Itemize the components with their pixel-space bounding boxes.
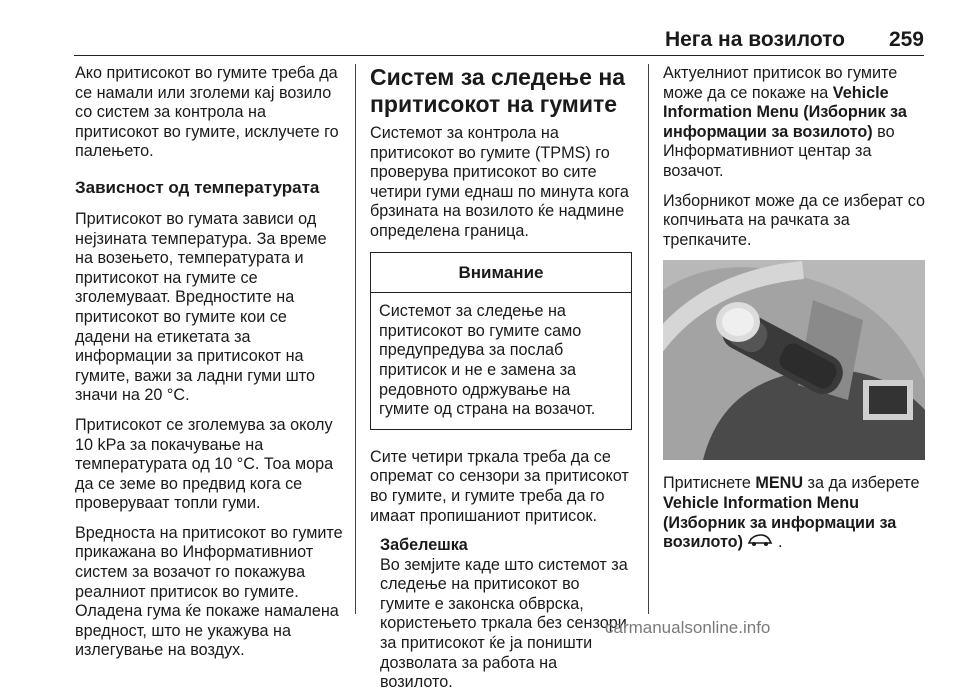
vehicle-info-menu-label-2: Vehicle Information Menu (Изборник за информации за возилото) (663, 493, 897, 552)
column-3 (663, 64, 929, 563)
column-2 (370, 64, 632, 693)
vehicle-info-menu-label: Vehicle Information Menu (Изборник за информации за возилото) (663, 83, 907, 141)
press-text-b: за да изберете (803, 474, 920, 493)
info-menu-text-a: Актуелниот притисок во гумите може да се покаже на (663, 64, 898, 102)
warning-box (370, 252, 632, 430)
info-menu-text-b: во Информативниот центар за возачот. (663, 122, 895, 180)
watermark: carmanualsonline.info (605, 618, 771, 637)
temperature-paragraph-1: Притисокот во гумата зависи од нејзината температура. За време на возењето, температурата и притисокот на гумите се зголемуваат. Вредностите на притисокот во гумите кои се дадени на етикетата за информации за притисокот на гумите, важи за ладни гуми што значи на 20 °C. (75, 209, 327, 405)
note-title: Забелешка (380, 536, 468, 555)
page-number: 259 (888, 28, 924, 51)
header-title: Нега на возилото (664, 28, 845, 51)
temperature-paragraph-3: Вредноста на притисокот во гумите прикажана во Информативниот систем за возачот го покажува реалниот притисок во гумите. Оладена гума ќе покаже намалена вредност, што не укажува на излегување на воздух. (75, 523, 343, 660)
press-text-a: Притиснете (663, 474, 756, 493)
tpms-heading: Систем за следење на притисокот на гумите (370, 64, 625, 117)
header-rule (74, 55, 924, 56)
column-divider-1 (355, 64, 356, 614)
column-divider-2 (648, 64, 649, 614)
menu-select-paragraph: Изборникот може да се изберат со копчињата на рачката за трепкачите. (663, 191, 925, 249)
page-header (0, 0, 960, 56)
lever-illustration (663, 260, 925, 460)
info-menu-paragraph (663, 64, 929, 182)
warning-body: Системот за следење на притисокот во гумите само предупредува за послаб притисок и не е замена за редовното одржување на гумите од страна на возачот. (379, 302, 596, 419)
tpms-paragraph-2: Сите четири тркала треба да се опремат со сензори за притисокот во гумите, и гумите треба да го имаат пропишаниот притисок. (370, 447, 629, 525)
car-icon (747, 533, 773, 553)
press-menu-paragraph (663, 474, 929, 552)
temperature-paragraph-2: Притисокот се зголемува за околу 10 kPa за покачување на температурата од 10 °C. Тоа мора да се земе во предвид кога се проверуваат топли гуми. (75, 415, 334, 513)
tpms-paragraph-1: Системот за контрола на притисокот во гумите (TPMS) го проверува притисокот во сите четири гуми еднаш по минута кога брзината на возилото ќе надмине определена граница. (370, 124, 629, 240)
turn-signal-lever-photo (663, 260, 925, 460)
note-body: Во земјите каде што системот за следење на притисокот во гумите е законска обврска, користењето тркала без сензори за притисокот ќе ја поништи дозволата за работа на возилото. (380, 555, 628, 692)
warning-title: Внимание (371, 253, 631, 294)
menu-button-label: MENU (755, 474, 804, 493)
column-1 (75, 64, 345, 671)
press-text-c: . (773, 533, 783, 552)
note-block (380, 536, 632, 693)
intro-paragraph: Ако притисокот во гумите треба да се намали или зголеми кај возило со систем за контрола на притисокот во гумите, исклучете го палењето. (75, 64, 339, 161)
temperature-heading: Зависност од температурата (75, 177, 320, 197)
